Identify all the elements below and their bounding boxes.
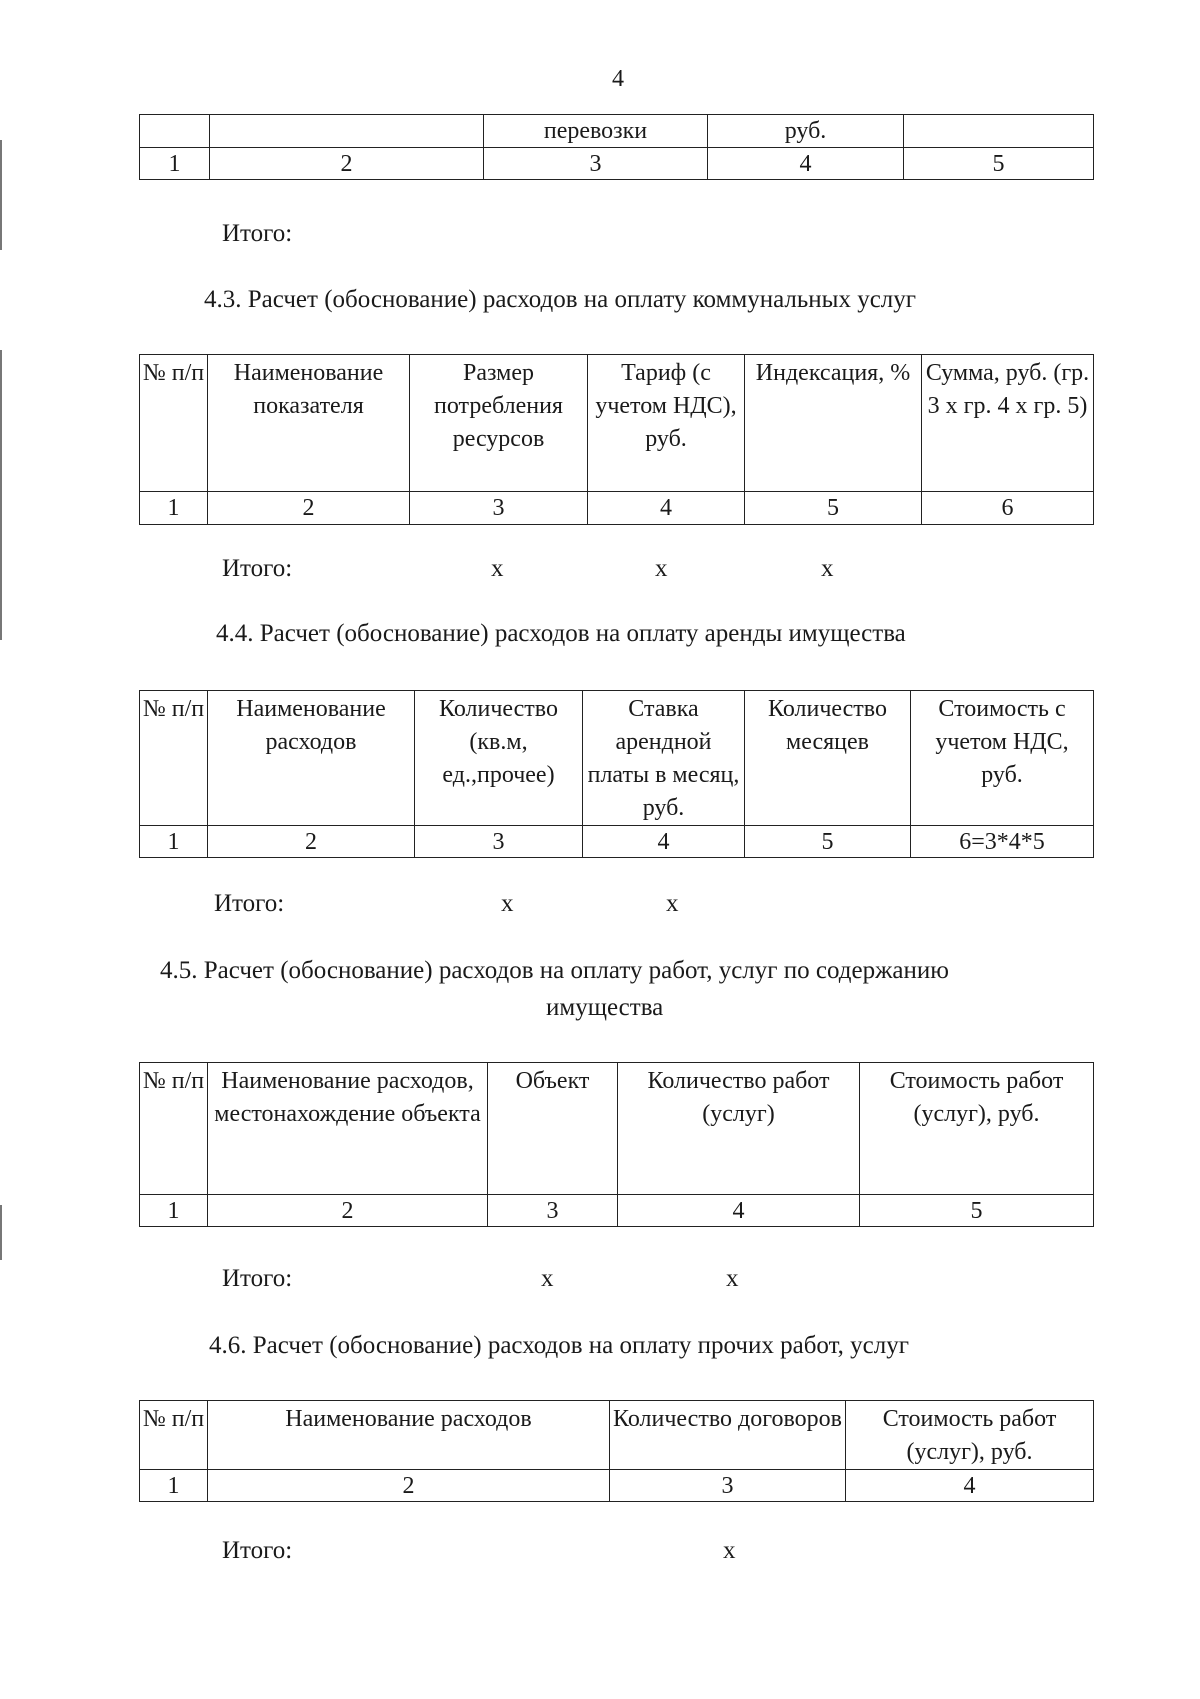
total-mark: х <box>655 555 668 582</box>
total-label: Итого: <box>222 220 293 247</box>
table-cell: 2 <box>208 1470 610 1502</box>
table-header: Наименование расходов, местонахождение объекта <box>208 1063 488 1195</box>
table-cell: 3 <box>415 826 583 858</box>
table-header: Наименование расходов <box>208 691 415 826</box>
table-cell: 3 <box>410 492 588 525</box>
total-label: Итого: <box>222 1537 293 1564</box>
table-cell <box>140 115 210 148</box>
section-heading: 4.3. Расчет (обоснование) расходов на оплату коммунальных услуг <box>204 286 917 313</box>
table-cell: 1 <box>140 492 208 525</box>
table-utilities <box>139 354 1094 525</box>
table-cell: 1 <box>140 1470 208 1502</box>
table-row <box>140 1470 1094 1502</box>
table-cell: 4 <box>618 1195 860 1227</box>
table-header: Количество (кв.м, ед.,прочее) <box>415 691 583 826</box>
table-header: Сумма, руб. (гр. 3 х гр. 4 х гр. 5) <box>922 355 1094 492</box>
total-mark: х <box>726 1265 739 1292</box>
total-mark: х <box>541 1265 554 1292</box>
total-mark: х <box>723 1537 736 1564</box>
table-row <box>140 1063 1094 1195</box>
scan-edge-mark <box>0 140 2 250</box>
table-cell <box>210 115 484 148</box>
table-cell: 1 <box>140 1195 208 1227</box>
table-row <box>140 1195 1094 1227</box>
total-mark: х <box>821 555 834 582</box>
table-header: Размер потребления ресурсов <box>410 355 588 492</box>
table-header: № п/п <box>140 355 208 492</box>
total-label: Итого: <box>222 555 293 582</box>
section-heading: 4.5. Расчет (обоснование) расходов на оплату работ, услуг по содержанию <box>160 957 949 984</box>
page-number: 4 <box>612 66 624 92</box>
table-header: Стоимость работ (услуг), руб. <box>860 1063 1094 1195</box>
table-continuation <box>139 114 1094 180</box>
table-cell: 1 <box>140 826 208 858</box>
table-row <box>140 826 1094 858</box>
table-cell: 3 <box>610 1470 846 1502</box>
table-header: Количество работ (услуг) <box>618 1063 860 1195</box>
table-header: Стоимость работ (услуг), руб. <box>846 1401 1094 1470</box>
table-cell: 6=3*4*5 <box>911 826 1094 858</box>
table-row <box>140 115 1094 148</box>
table-row <box>140 492 1094 525</box>
table-other-services <box>139 1400 1094 1502</box>
table-header: № п/п <box>140 1401 208 1470</box>
table-row <box>140 355 1094 492</box>
table-cell: 2 <box>208 1195 488 1227</box>
table-header: Тариф (с учетом НДС), руб. <box>588 355 745 492</box>
table-maintenance <box>139 1062 1094 1227</box>
total-mark: х <box>501 890 514 917</box>
table-header: Ставка арендной платы в месяц, руб. <box>583 691 745 826</box>
table-cell: 3 <box>488 1195 618 1227</box>
scan-edge-mark <box>0 350 2 640</box>
total-mark: х <box>666 890 679 917</box>
table-cell: перевозки <box>484 115 708 148</box>
table-cell: 4 <box>583 826 745 858</box>
total-mark: х <box>491 555 504 582</box>
table-cell: 5 <box>745 492 922 525</box>
table-cell: 2 <box>208 492 410 525</box>
table-header: Стоимость с учетом НДС, руб. <box>911 691 1094 826</box>
table-header: Наименование показателя <box>208 355 410 492</box>
scan-edge-mark <box>0 1205 2 1260</box>
table-cell: 4 <box>846 1470 1094 1502</box>
total-label: Итого: <box>222 1265 293 1292</box>
table-cell: 2 <box>210 148 484 180</box>
section-heading: 4.6. Расчет (обоснование) расходов на оплату прочих работ, услуг <box>209 1332 909 1359</box>
table-header: Объект <box>488 1063 618 1195</box>
table-header: Количество договоров <box>610 1401 846 1470</box>
table-row <box>140 691 1094 826</box>
table-cell: 2 <box>208 826 415 858</box>
table-cell: 5 <box>904 148 1094 180</box>
table-cell: 4 <box>588 492 745 525</box>
total-label: Итого: <box>214 890 285 917</box>
section-heading-cont: имущества <box>546 994 664 1021</box>
table-cell: 3 <box>484 148 708 180</box>
table-header: Наименование расходов <box>208 1401 610 1470</box>
table-rent <box>139 690 1094 858</box>
table-cell: 4 <box>708 148 904 180</box>
table-cell: 5 <box>860 1195 1094 1227</box>
table-cell: руб. <box>708 115 904 148</box>
table-row <box>140 1401 1094 1470</box>
table-header: № п/п <box>140 691 208 826</box>
table-header: Индексация, % <box>745 355 922 492</box>
table-cell: 6 <box>922 492 1094 525</box>
table-cell: 5 <box>745 826 911 858</box>
table-cell: 1 <box>140 148 210 180</box>
table-cell <box>904 115 1094 148</box>
table-row <box>140 148 1094 180</box>
section-heading: 4.4. Расчет (обоснование) расходов на оплату аренды имущества <box>216 620 906 647</box>
table-header: Количество месяцев <box>745 691 911 826</box>
table-header: № п/п <box>140 1063 208 1195</box>
